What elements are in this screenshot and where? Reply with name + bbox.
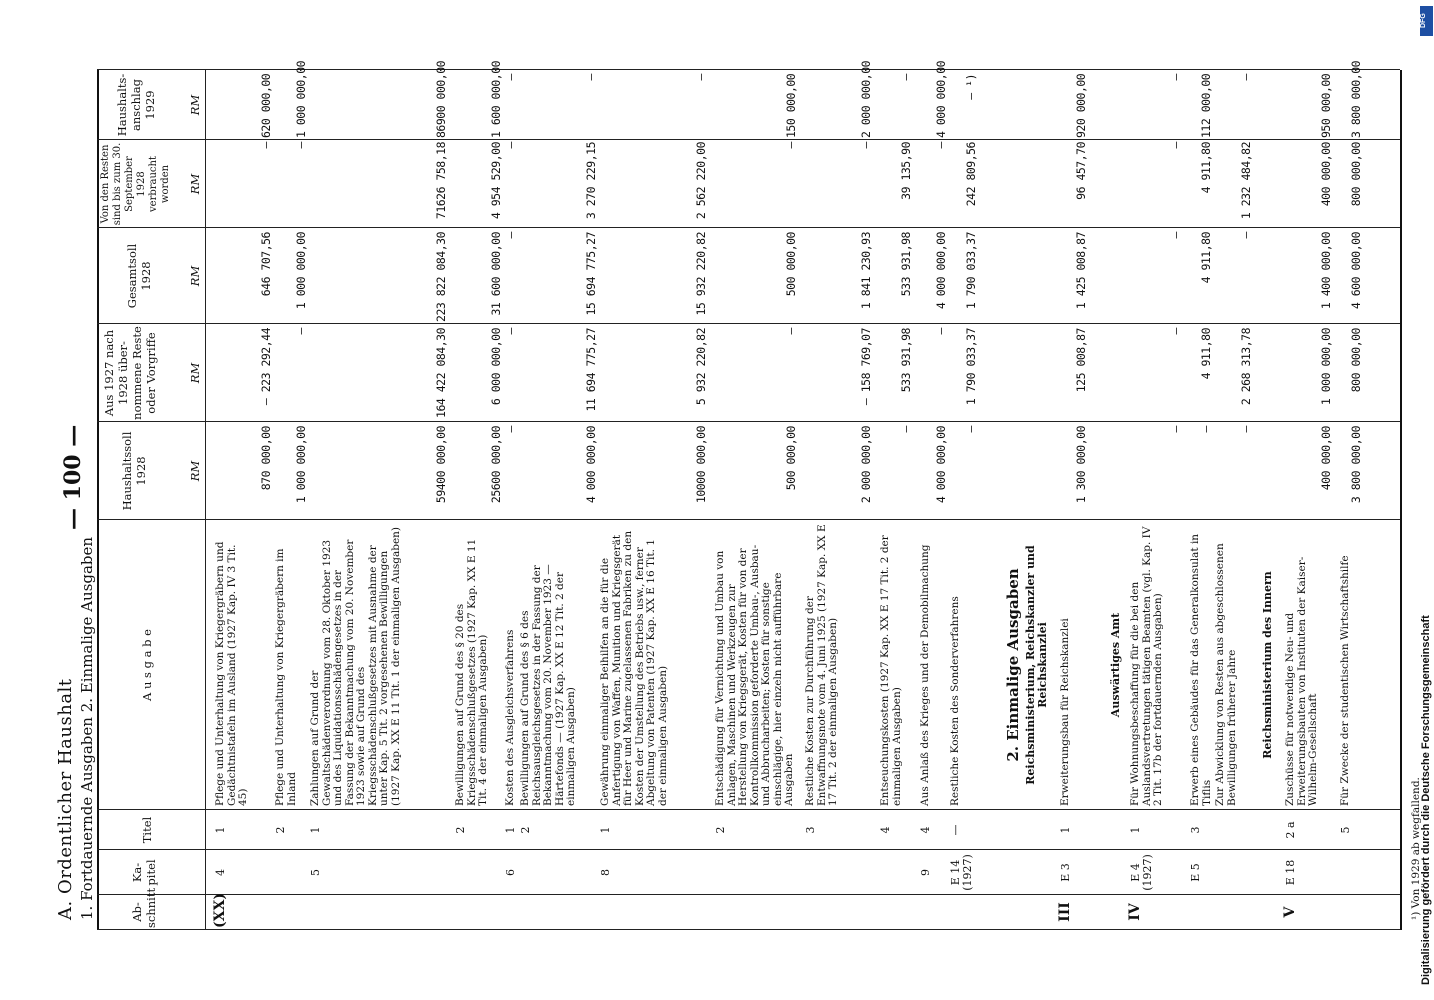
row-kapitel: E 4 (1927) bbox=[1129, 854, 1154, 891]
row-anschlag: — bbox=[694, 74, 708, 81]
colhead-anschlag: Haushalts-anschlag 1929 bbox=[115, 73, 157, 137]
row-haushaltssoll: — bbox=[899, 426, 913, 433]
row-anschlag: 4 000 000,00 bbox=[934, 60, 948, 138]
row-gesamtsoll: 1 841 230,93 bbox=[859, 232, 873, 310]
row-gesamtsoll: — bbox=[1239, 232, 1253, 239]
row-titel: 4 bbox=[879, 826, 892, 834]
colhead-haushaltssoll: Haushaltssoll 1928 bbox=[120, 431, 148, 511]
dfg-funding-note: Digitalisierung gefördert durch die Deutsche Forschungsgemeinschaft bbox=[1420, 615, 1432, 985]
row-description: Bewilligungen auf Grund des § 20 des Kriegsschädenschlußgesetzes (1927 Kap. XX E 11 Tit. 4 der einmaligen Ausgaben) bbox=[454, 538, 489, 806]
row-reste: 5 932 220,82 bbox=[694, 328, 708, 406]
row-description: Gewährung einmaliger Beihilfen an die für die Anfertigung von Waffen, Munition und Kriegsgerät für Heer und Marine zugelassenen Fabriken zu den Kosten der Umstellung des Betriebs usw., ferner Abgeltung von Patenten (1927 Kap. XX E 16 Tit. 1 der einmaligen Ausgaben) bbox=[599, 530, 669, 806]
row-titel: 1 bbox=[504, 826, 517, 834]
row-anschlag: — bbox=[899, 74, 913, 81]
row-anschlag: 3 800 000,00 bbox=[1349, 60, 1363, 138]
row-reste: — bbox=[294, 328, 308, 335]
row-kapitel: 4 bbox=[214, 869, 227, 876]
row-verbraucht: 3 270 229,15 bbox=[584, 142, 598, 220]
row-gesamtsoll: 4 600 000,00 bbox=[1349, 232, 1363, 310]
row-description: Aus Anlaß des Krieges und der Demobilmachung bbox=[919, 544, 931, 806]
row-verbraucht: 96 457,70 bbox=[1074, 142, 1088, 200]
row-gesamtsoll: 1 790 033,37 bbox=[964, 232, 978, 310]
row-abschnitt: III bbox=[1057, 902, 1073, 922]
row-abschnitt: V bbox=[1282, 906, 1298, 918]
row-description: Für Zwecke der studentischen Wirtschaftshilfe bbox=[1339, 555, 1351, 806]
row-reste: — bbox=[784, 328, 798, 335]
row-gesamtsoll: 4 911,80 bbox=[1199, 232, 1213, 284]
row-description: Restliche Kosten des Sonderverfahrens bbox=[949, 596, 961, 806]
row-reste: 1 790 033,37 bbox=[964, 328, 978, 406]
row-anschlag: 150 000,00 bbox=[784, 73, 798, 138]
row-kapitel: E 3 bbox=[1059, 863, 1072, 882]
row-anschlag: — bbox=[1239, 74, 1253, 81]
row-abschnitt: IV bbox=[1127, 903, 1143, 921]
section-heading-auswaertiges: Auswärtiges Amt bbox=[1109, 612, 1122, 718]
row-verbraucht: 4 954 529,00 bbox=[489, 142, 503, 220]
row-verbraucht: 800 000,00 bbox=[1349, 142, 1363, 207]
col-rule-2 bbox=[97, 849, 1400, 850]
row-anschlag: 86900 000,00 bbox=[434, 60, 448, 138]
row-kapitel: 6 bbox=[504, 869, 517, 876]
row-haushaltssoll: 870 000,00 bbox=[259, 426, 273, 491]
row-kapitel: E 18 bbox=[1284, 859, 1297, 886]
row-reste: — 223 292,44 bbox=[259, 328, 273, 406]
colhead-verbraucht: Von den Resten sind bis zum 30. September 1928 verbraucht worden bbox=[100, 142, 171, 226]
unit-soll: RM bbox=[188, 460, 202, 482]
row-titel: 4 bbox=[919, 826, 932, 834]
col-rule-4 bbox=[97, 519, 1400, 520]
row-haushaltssoll: — bbox=[1169, 426, 1183, 433]
colhead-ausgabe: A u s g a b e bbox=[140, 629, 154, 701]
row-gesamtsoll: 223 822 084,30 bbox=[434, 232, 448, 322]
row-kapitel: 5 bbox=[309, 869, 322, 876]
row-titel: 1 bbox=[309, 826, 322, 834]
footnote: ¹) Von 1929 ab wegfallend. bbox=[1410, 777, 1422, 920]
section-heading-einmalige: 2. Einmalige Ausgaben bbox=[1004, 568, 1022, 762]
row-anschlag: 112 000,00 bbox=[1199, 73, 1213, 138]
row-titel: 3 bbox=[804, 826, 817, 834]
row-titel: 1 bbox=[1059, 826, 1072, 834]
colhead-kapitel: Ka-pitel bbox=[130, 859, 158, 886]
row-gesamtsoll: 4 000 000,00 bbox=[934, 232, 948, 310]
row-description: Restliche Kosten zur Durchführung der Entwaffnungsnote vom 4. Juni 1925 (1927 Kap. XX E 17 Tit. 2 der einmaligen Ausgaben) bbox=[804, 524, 839, 806]
row-anschlag: — bbox=[504, 74, 518, 81]
row-titel: 2 a bbox=[1284, 821, 1297, 839]
col-rule-8 bbox=[97, 139, 1400, 140]
row-description: Zahlungen auf Grund der Gewaltschädenverordnung vom 28. Oktober 1923 und des Liquidationsschädengesetzes in der Fassung der Bekanntmachung vom 20. November 1923 sowie auf Grund des Kriegsschädenschlußgesetzes mit Ausnahme der unter Kap. 5 Tit. 2 vorgesehenen Bewilligungen (1927 Kap. XX E 11 Tit. 1 der einmaligen Ausgaben) bbox=[309, 526, 402, 806]
row-gesamtsoll: 1 425 008,87 bbox=[1074, 232, 1088, 310]
row-gesamtsoll: 500 000,00 bbox=[784, 232, 798, 297]
row-verbraucht: — bbox=[1169, 142, 1183, 149]
row-titel: 5 bbox=[1339, 826, 1352, 834]
col-rule-7 bbox=[97, 227, 1400, 228]
row-reste: 1 000 000,00 bbox=[1319, 328, 1333, 406]
section-heading-innern: Reichsministerium des Innern bbox=[1261, 571, 1274, 759]
page-header-title: A. Ordentlicher Haushalt bbox=[55, 678, 76, 920]
row-verbraucht: 2 562 220,00 bbox=[694, 142, 708, 220]
table-left-rule bbox=[97, 929, 1400, 930]
col-rule-5 bbox=[97, 421, 1400, 422]
row-gesamtsoll: — bbox=[504, 232, 518, 239]
row-kapitel: E 5 bbox=[1189, 863, 1202, 882]
row-anschlag: 1 600 000,00 bbox=[489, 60, 503, 138]
unit-anschlag: RM bbox=[188, 94, 202, 116]
row-titel: 2 bbox=[454, 826, 467, 834]
row-gesamtsoll: 1 400 000,00 bbox=[1319, 232, 1333, 310]
row-haushaltssoll: 500 000,00 bbox=[784, 426, 798, 491]
row-gesamtsoll: 646 707,56 bbox=[259, 232, 273, 297]
row-verbraucht: — bbox=[504, 142, 518, 149]
row-description: Entschädigung für Vernichtung und Umbau von Anlagen, Maschinen und Werkzeugen zur Herstellung von Kriegsgerät, Kosten für von der Kontrollkommission geforderte Umbau-, Ausbau- und Abbrucharbeiten; Kosten für sonstige einschlägige, hier einzeln nicht aufführbare Ausgaben bbox=[714, 544, 795, 806]
table-bottom-rule bbox=[1400, 70, 1402, 930]
row-titel: 2 bbox=[714, 826, 727, 834]
row-gesamtsoll: 31 600 000,00 bbox=[489, 232, 503, 316]
row-verbraucht: 1 232 484,82 bbox=[1239, 142, 1253, 220]
row-description: Kosten des Ausgleichsverfahrens bbox=[504, 629, 516, 806]
row-haushaltssoll: 1 300 000,00 bbox=[1074, 426, 1088, 504]
col-rule-3 bbox=[97, 809, 1400, 810]
row-reste: 533 931,98 bbox=[899, 328, 913, 393]
row-anschlag: — bbox=[1169, 74, 1183, 81]
row-anschlag: — ¹) bbox=[964, 74, 978, 100]
unit-verbraucht: RM bbox=[188, 173, 202, 195]
colhead-titel: Titel bbox=[140, 816, 154, 844]
row-verbraucht: 39 135,90 bbox=[899, 142, 913, 200]
table-top-rule bbox=[97, 70, 99, 930]
row-titel: 1 bbox=[1129, 826, 1142, 834]
row-reste: 800 000,00 bbox=[1349, 328, 1363, 393]
col-rule-1 bbox=[97, 894, 1400, 895]
row-verbraucht: — bbox=[259, 142, 273, 149]
row-haushaltssoll: 3 800 000,00 bbox=[1349, 426, 1363, 504]
row-kapitel: 9 bbox=[919, 869, 932, 876]
unit-reste: RM bbox=[188, 362, 202, 384]
row-verbraucht: 400 000,00 bbox=[1319, 142, 1333, 207]
unit-gesamt: RM bbox=[188, 265, 202, 287]
row-description: Für Wohnungsbeschaffung für die bei den Auslandsvertretungen tätigen Beamten (vgl. Kap. IV 2 Tit. 17b der fortdauernden Ausgaben) bbox=[1129, 526, 1164, 806]
row-haushaltssoll: 59400 000,00 bbox=[434, 426, 448, 504]
row-description: Bewilligungen auf Grund des § 6 des Reichsausgleichsgesetzes in der Fassung der Bekanntmachung vom 20. November 1923 — Härtefonds — (1927 Kap. XX E 12 Tit. 2 der einmaligen Ausgaben) bbox=[519, 564, 577, 806]
row-verbraucht: — bbox=[859, 142, 873, 149]
row-reste: 164 422 084,30 bbox=[434, 328, 448, 418]
row-reste: — bbox=[934, 328, 948, 335]
row-haushaltssoll: — bbox=[1199, 426, 1213, 433]
row-titel: 3 bbox=[1189, 826, 1202, 834]
row-haushaltssoll: — bbox=[504, 426, 518, 433]
row-anschlag: 2 000 000,00 bbox=[859, 60, 873, 138]
row-verbraucht: 4 911,80 bbox=[1199, 142, 1213, 194]
row-haushaltssoll: — bbox=[1239, 426, 1253, 433]
row-haushaltssoll: 4 000 000,00 bbox=[584, 426, 598, 504]
row-reste: — bbox=[1169, 328, 1183, 335]
row-anschlag: 620 000,00 bbox=[259, 73, 273, 138]
row-abschnitt: (XX) bbox=[212, 893, 228, 928]
row-gesamtsoll: 1 000 000,00 bbox=[294, 232, 308, 310]
row-haushaltssoll: 2 000 000,00 bbox=[859, 426, 873, 504]
row-verbraucht: — bbox=[784, 142, 798, 149]
row-verbraucht: 71626 758,18 bbox=[434, 142, 448, 220]
row-reste: 125 008,87 bbox=[1074, 328, 1088, 393]
row-titel: 2 bbox=[274, 826, 287, 834]
row-anschlag: 1 000 000,00 bbox=[294, 60, 308, 138]
section-heading-reichskanzler: Reichsministerium, Reichskanzler und Reichskanzlei bbox=[1024, 545, 1049, 785]
row-reste: 6 000 000,00 bbox=[489, 328, 503, 406]
row-haushaltssoll: 25600 000,00 bbox=[489, 426, 503, 504]
colhead-reste: Aus 1927 nach 1928 über-nommene Reste oder Vorgriffe bbox=[102, 326, 158, 420]
row-gesamtsoll: 15 932 220,82 bbox=[694, 232, 708, 316]
table-header-rule bbox=[205, 70, 206, 930]
row-description: Erweiterungsbau für Reichskanzlei bbox=[1059, 618, 1071, 806]
row-verbraucht: — bbox=[934, 142, 948, 149]
colhead-gesamtsoll: Gesamtsoll 1928 bbox=[125, 243, 153, 309]
row-haushaltssoll: 4 000 000,00 bbox=[934, 426, 948, 504]
row-gesamtsoll: 15 694 775,27 bbox=[584, 232, 598, 316]
row-reste: — 158 769,07 bbox=[859, 328, 873, 406]
page-number: — 100 — bbox=[60, 424, 86, 530]
row-haushaltssoll: 400 000,00 bbox=[1319, 426, 1333, 491]
row-titel: 1 bbox=[214, 826, 227, 834]
row-anschlag: 920 000,00 bbox=[1074, 73, 1088, 138]
row-reste: 4 911,80 bbox=[1199, 328, 1213, 380]
row-anschlag: — bbox=[584, 74, 598, 81]
row-verbraucht: — bbox=[294, 142, 308, 149]
dfg-logo: DFG bbox=[1420, 6, 1433, 36]
row-description: Pflege und Unterhaltung von Kriegergräbern im Inland bbox=[274, 548, 298, 806]
colhead-abschnitt: Ab-schnitt bbox=[130, 887, 158, 928]
row-titel: — bbox=[949, 824, 962, 836]
row-haushaltssoll: 10000 000,00 bbox=[694, 426, 708, 504]
row-reste: 11 694 775,27 bbox=[584, 328, 598, 412]
row-verbraucht: 242 809,56 bbox=[964, 142, 978, 207]
table-right-rule bbox=[97, 69, 1400, 70]
row-description: Pflege und Unterhaltung von Kriegergräbern und Gedächtnistafeln im Ausland (1927 Kap. IV 3 Tit. 45) bbox=[214, 541, 249, 806]
row-kapitel: 8 bbox=[599, 869, 612, 876]
row-description: Zur Abwicklung von Resten aus abgeschlossenen Bewilligungen früherer Jahre bbox=[1214, 543, 1238, 806]
row-description: Entseuchungskosten (1927 Kap. XX E 17 Tit. 2 der einmaligen Ausgaben) bbox=[879, 535, 903, 806]
row-gesamtsoll: 533 931,98 bbox=[899, 232, 913, 297]
row-reste: 2 268 313,78 bbox=[1239, 328, 1253, 406]
row-gesamtsoll: — bbox=[1169, 232, 1183, 239]
row-reste: — bbox=[504, 328, 518, 335]
row-titel: 1 bbox=[599, 826, 612, 834]
row-description: Erwerb eines Gebäudes für das Generalkonsulat in Tiflis bbox=[1189, 533, 1213, 806]
row-anschlag: 950 000,00 bbox=[1319, 73, 1333, 138]
row-haushaltssoll: 1 000 000,00 bbox=[294, 426, 308, 504]
row-titel: 2 bbox=[519, 826, 532, 834]
row-description: Zuschüsse für notwendige Neu- und Erweiterungsbauten von Instituten der Kaiser-Wilhelm-Gesellschaft bbox=[1284, 556, 1319, 806]
page-header-subtitle: 1. Fortdauernde Ausgaben 2. Einmalige Ausgaben bbox=[78, 536, 96, 920]
row-haushaltssoll: — bbox=[964, 426, 978, 433]
row-kapitel: E 14 (1927) bbox=[949, 854, 974, 891]
col-rule-6 bbox=[97, 323, 1400, 324]
